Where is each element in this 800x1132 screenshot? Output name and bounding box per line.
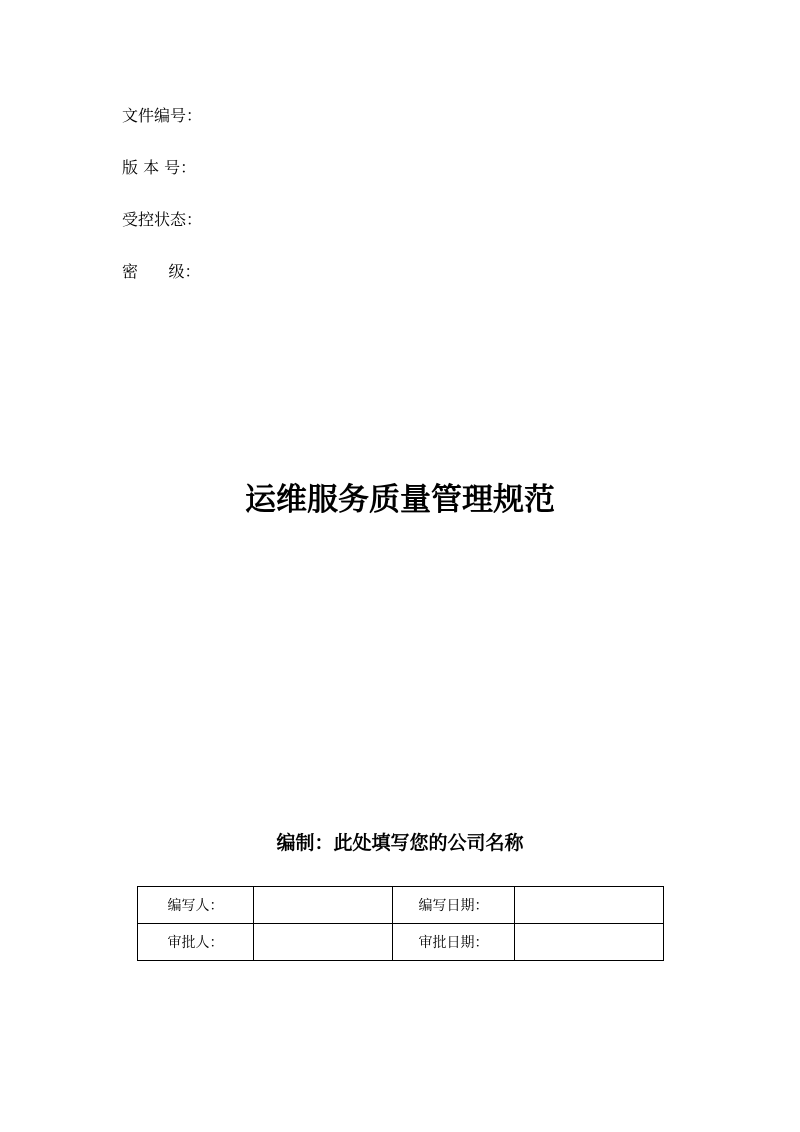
table-row [138, 924, 664, 961]
reviewer-label: 审批人： [138, 924, 254, 961]
table-row [138, 887, 664, 924]
review-date-value-cell[interactable] [515, 924, 664, 961]
review-date-label: 审批日期： [393, 924, 515, 961]
reviewer-value-cell[interactable] [254, 924, 393, 961]
compiler-line: 编制：此处填写您的公司名称 [276, 832, 524, 854]
version-number-label: 版 本 号： [122, 158, 197, 177]
write-date-label: 编写日期： [393, 887, 515, 924]
signature-table [137, 886, 664, 961]
writer-label: 编写人： [138, 887, 254, 924]
security-level-label: 密 级： [122, 262, 201, 281]
file-number-label: 文件编号： [122, 106, 203, 125]
writer-value-cell[interactable] [254, 887, 393, 924]
write-date-value-cell[interactable] [515, 887, 664, 924]
control-status-label: 受控状态： [122, 210, 203, 229]
document-title: 运维服务质量管理规范 [245, 482, 555, 518]
